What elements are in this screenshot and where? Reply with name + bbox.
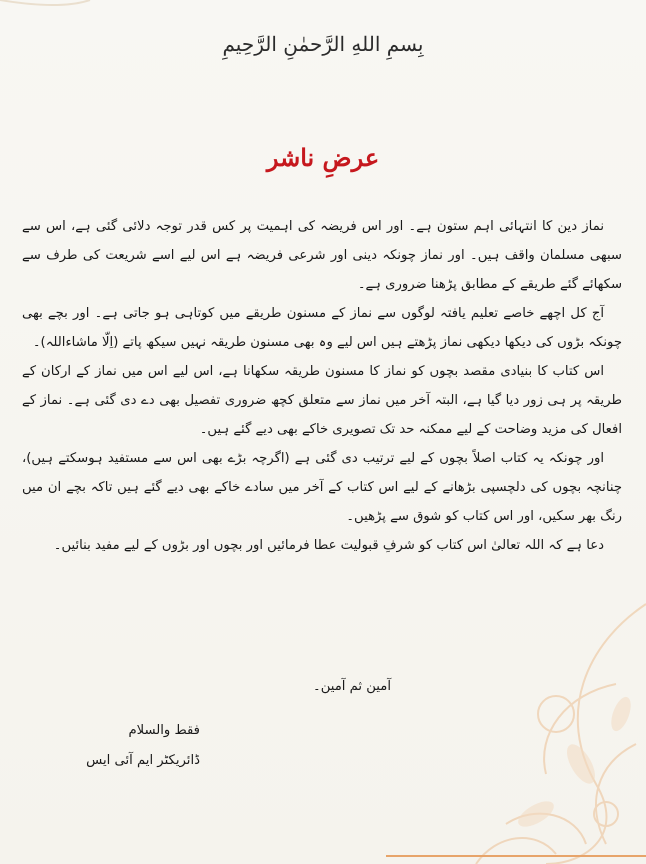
signature-name: ڈائریکٹر ایم آئی ایس	[86, 753, 200, 768]
signature-block	[40, 716, 200, 776]
floral-ornament-decoration	[386, 564, 646, 864]
paragraph: دعا ہے کہ اللہ تعالیٰ اس کتاب کو شرفِ قبولیت عطا فرمائیں اور بچوں اور بڑوں کے لیے مفید بنائیں۔	[53, 538, 604, 553]
signature-salutation: فقط والسلام	[128, 723, 200, 738]
corner-ornament-decoration	[0, 0, 120, 120]
paragraph: نماز دین کا انتہائی اہم ستون ہے۔ اور اس فریضہ کی اہمیت پر کس قدر توجہ دلائی گئی ہے، اس سے سبھی مسلمان واقف ہیں۔ اور نماز چونکہ دینی اور شرعی فریضہ ہے اس لیے اسے شریعت کی طرف سے سکھائے گئے طریقے کے مطابق پڑھنا ضروری ہے۔	[22, 219, 622, 292]
body-text	[22, 212, 622, 560]
closing-line: آمین ثم آمین۔	[312, 679, 392, 694]
paragraph: اس کتاب کا بنیادی مقصد بچوں کو نماز کا مسنون طریقہ سکھانا ہے، اس لیے اس میں نماز کے ارکان کے طریقہ پر ہی زور دیا گیا ہے، البتہ آخر میں نماز سے متعلق کچھ ضروری تفصیل بھی دے دی گئی ہے۔ نماز کے افعال کی مزید وضاحت کے لیے ممکنہ حد تک تصویری خاکے بھی دیے گئے ہیں۔	[22, 364, 622, 437]
paragraph: آج کل اچھے خاصے تعلیم یافتہ لوگوں سے نماز کے مسنون طریقے میں کوتاہی ہو جاتی ہے۔ اور بچے بھی چونکہ بڑوں کی دیکھا دیکھی نماز پڑھتے ہیں اس لیے وہ بھی مسنون طریقہ نہیں سیکھ پاتے (اِلّا ماشاءاللہ)۔	[22, 306, 622, 350]
bismillah-heading: بِسمِ اللهِ الرَّحمٰنِ الرَّحِیمِ	[222, 32, 424, 56]
paragraph: اور چونکہ یہ کتاب اصلاً بچوں کے لیے ترتیب دی گئی ہے (اگرچہ بڑے بھی اس سے مستفید ہوسکتے ہیں)، چنانچہ بچوں کی دلچسپی بڑھانے کے لیے اس کتاب کے آخر میں سادے خاکے بھی دیے گئے ہیں تاکہ بچے ان میں رنگ بھر سکیں، اور اس کتاب کو شوق سے پڑھیں۔	[22, 451, 622, 524]
page-title: عرضِ ناشر	[266, 143, 380, 172]
